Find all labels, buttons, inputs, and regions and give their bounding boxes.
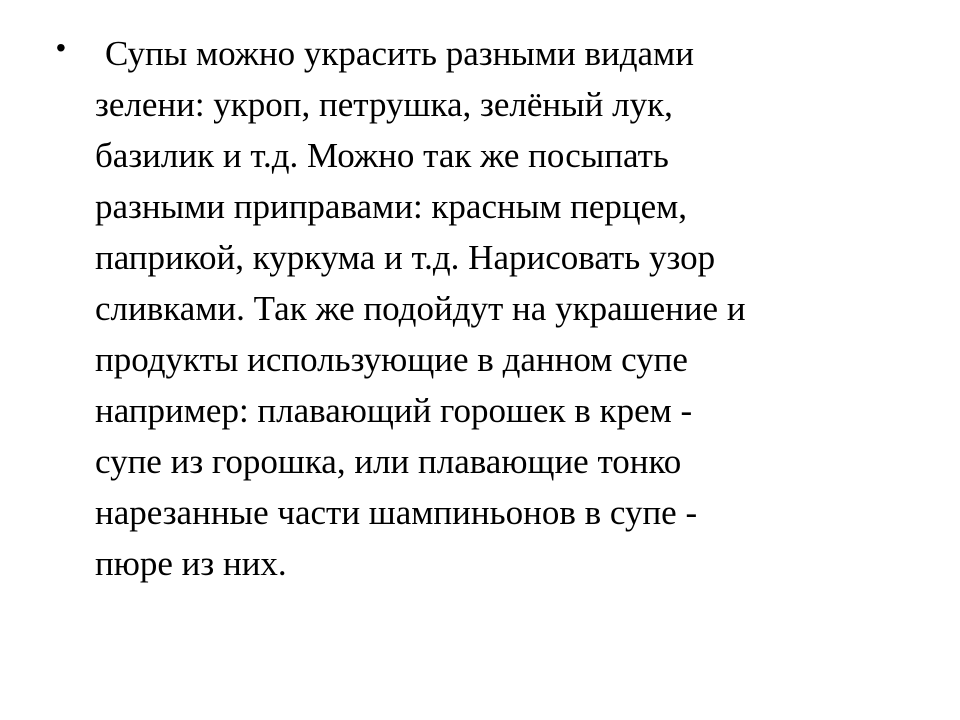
text-line-6: сливками. Так же подойдут на украшение и bbox=[95, 289, 746, 328]
bullet-text bbox=[95, 28, 746, 589]
text-line-5: паприкой, куркума и т.д. Нарисовать узор bbox=[95, 238, 716, 277]
text-line-10: нарезанные части шампиньонов в супе - bbox=[95, 493, 698, 532]
text-line-3: базилик и т.д. Можно так же посыпать bbox=[95, 136, 669, 175]
text-line-7: продукты использующие в данном супе bbox=[95, 340, 688, 379]
text-line-1: Супы можно украсить разными видами bbox=[105, 34, 694, 73]
bullet-marker: • bbox=[56, 32, 66, 63]
text-line-4: разными приправами: красным перцем, bbox=[95, 187, 688, 226]
text-line-8: например: плавающий горошек в крем - bbox=[95, 391, 693, 430]
text-line-11: пюре из них. bbox=[95, 544, 287, 583]
text-line-9: супе из горошка, или плавающие тонко bbox=[95, 442, 682, 481]
text-line-2: зелени: укроп, петрушка, зелёный лук, bbox=[95, 85, 673, 124]
